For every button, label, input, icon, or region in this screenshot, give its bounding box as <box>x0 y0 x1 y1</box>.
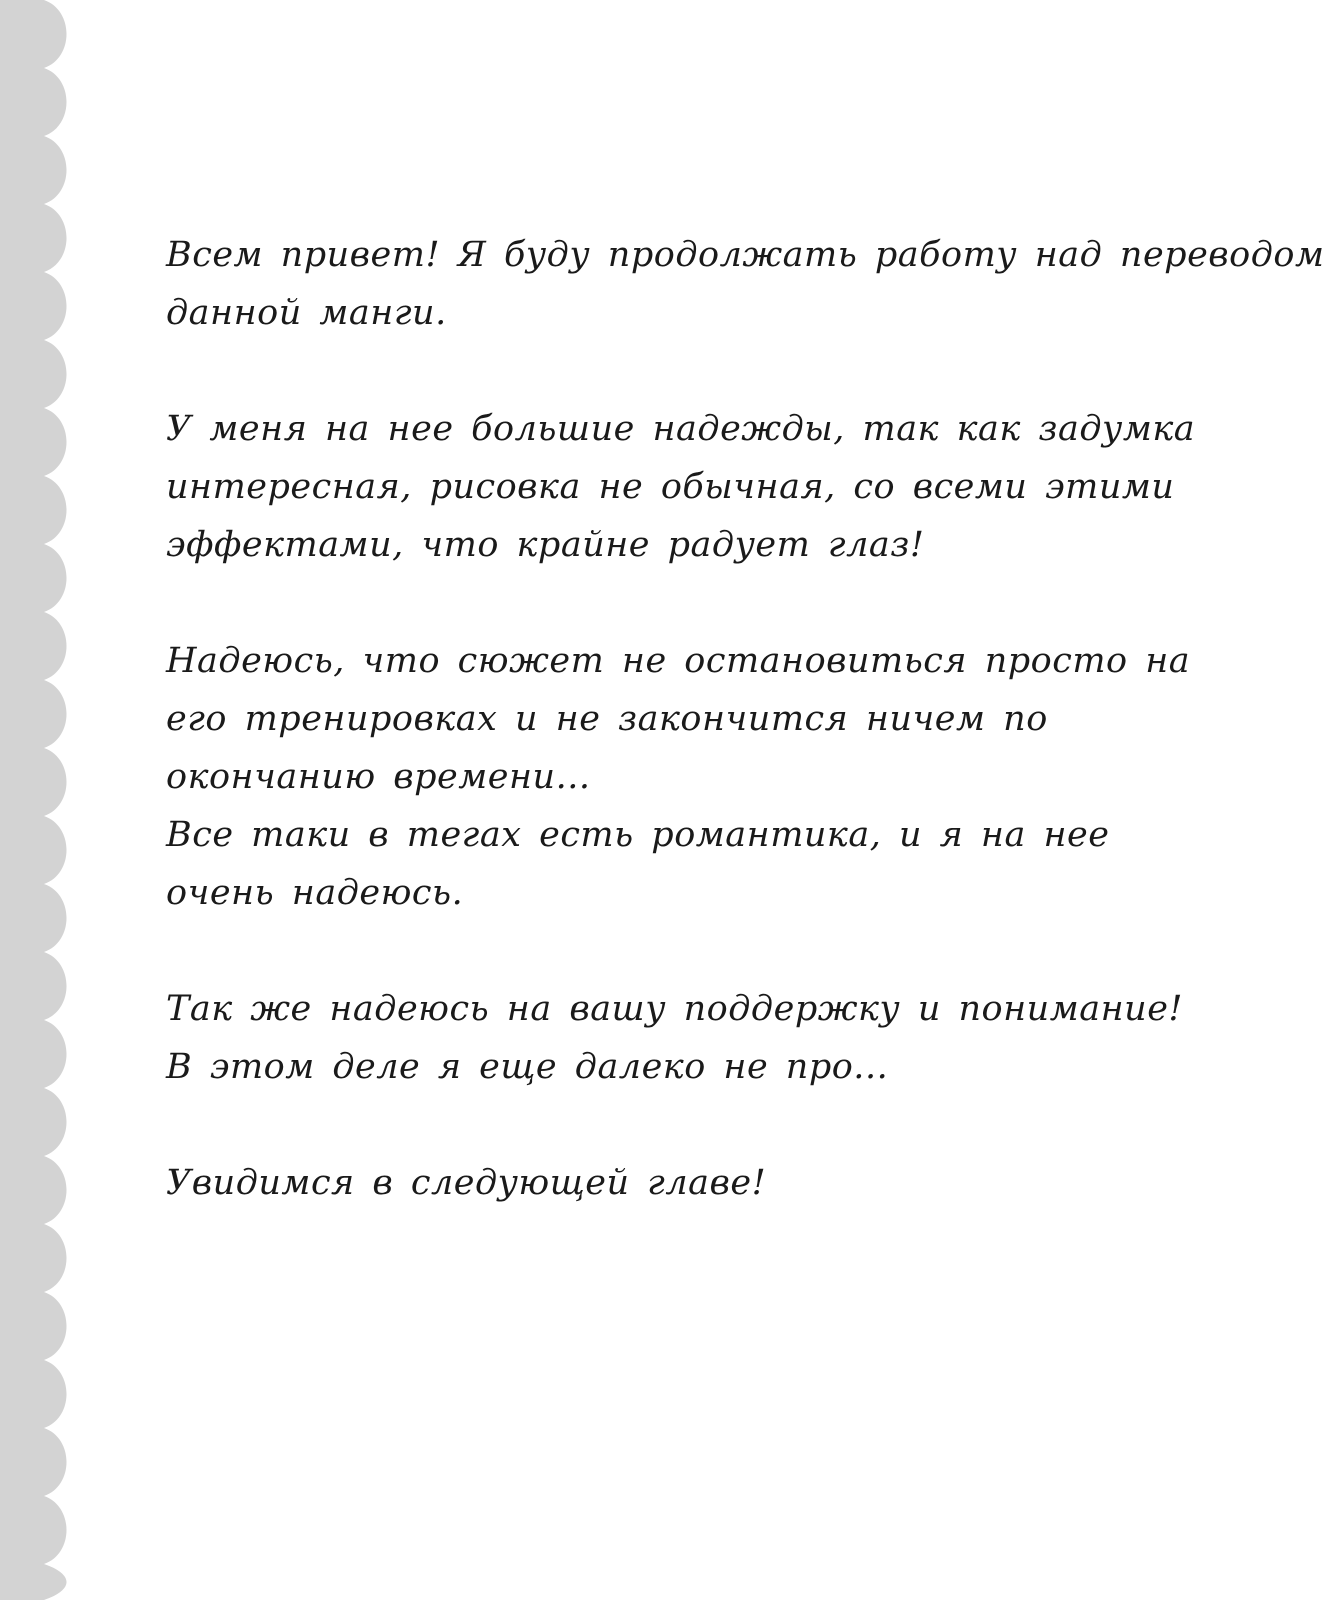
paragraph-spacer <box>166 922 1066 980</box>
text-line: очень надеюсь. <box>166 873 464 913</box>
text-line: У меня на нее большие надежды, так как задумка <box>166 409 1196 449</box>
text-line: Так же надеюсь на вашу поддержку и понимание! <box>166 989 1183 1029</box>
paragraph-spacer <box>166 574 1066 632</box>
text-line: Всем привет! Я буду продолжать работу над переводом <box>166 235 1325 275</box>
letter-paragraph-2 <box>166 400 1196 574</box>
text-line: окончанию времени... <box>166 757 591 797</box>
paragraph-spacer <box>166 1096 1066 1154</box>
text-line: интересная, рисовка не обычная, со всеми этими <box>166 467 1175 507</box>
letter-paragraph-3 <box>166 632 1191 922</box>
text-line: Надеюсь, что сюжет не остановиться просто на <box>166 641 1191 681</box>
text-line: эффектами, что крайне радует глаз! <box>166 525 925 565</box>
paragraph-spacer <box>166 342 1066 400</box>
letter-body <box>166 226 1325 1212</box>
text-line: его тренировках и не закончится ничем по <box>166 699 1048 739</box>
text-line: Увидимся в следующей главе! <box>166 1163 767 1203</box>
text-line: данной манги. <box>166 293 447 333</box>
text-line: В этом деле я еще далеко не про... <box>166 1047 889 1087</box>
letter-paragraph-5 <box>166 1154 1066 1212</box>
text-line: Все таки в тегах есть романтика, и я на нее <box>166 815 1110 855</box>
letter-paragraph-1 <box>166 226 1325 342</box>
letter-paragraph-4 <box>166 980 1183 1096</box>
scalloped-left-border <box>0 0 80 1600</box>
